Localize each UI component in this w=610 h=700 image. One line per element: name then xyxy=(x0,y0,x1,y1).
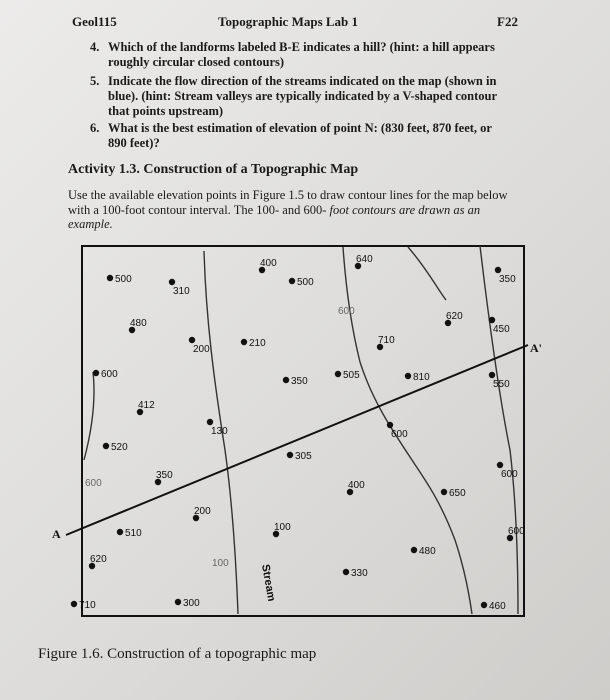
elevation-point-dot xyxy=(71,601,77,607)
elevation-point-label: 650 xyxy=(449,488,466,499)
elevation-point-dot xyxy=(117,529,123,535)
endpoint-a: A xyxy=(52,527,61,541)
elevation-point-dot xyxy=(343,569,349,575)
elevation-point-label: 510 xyxy=(125,528,142,539)
elevation-point-label: 710 xyxy=(378,335,395,346)
elevation-point-dot xyxy=(411,547,417,553)
figure-caption: Figure 1.6. Construction of a topographic map xyxy=(38,646,317,662)
elevation-point-dot xyxy=(289,278,295,284)
elevation-point-label: 600 xyxy=(391,429,408,440)
elevation-point-label: 600 xyxy=(101,369,118,380)
elevation-point-label: 210 xyxy=(249,338,266,349)
elevation-point-label: 640 xyxy=(356,254,373,265)
elevation-point-dot xyxy=(189,337,195,343)
lab-title: Topographic Maps Lab 1 xyxy=(218,14,359,29)
question-number: 4. xyxy=(90,40,100,54)
elevation-point-label: 350 xyxy=(156,470,173,481)
instructions-text: Use the available elevation points in Figure 1.5 to draw contour lines for the map below with a 100-foot contour interval. The 100- and 600- xyxy=(68,188,508,217)
elevation-point-dot xyxy=(103,443,109,449)
elevation-point-dot xyxy=(287,452,293,458)
elevation-point-label: 200 xyxy=(194,506,211,517)
elevation-point-dot xyxy=(481,602,487,608)
elevation-point-label: 400 xyxy=(348,480,365,491)
contour-600-top xyxy=(408,247,446,300)
contour-label: 100 xyxy=(212,558,229,569)
elevation-point-label: 300 xyxy=(183,598,200,609)
elevation-point-label: 350 xyxy=(499,274,516,285)
elevation-point-label: 600 xyxy=(501,469,518,480)
contour-label: 600 xyxy=(85,478,102,489)
elevation-point-dot xyxy=(207,419,213,425)
elevation-point-dot xyxy=(489,317,495,323)
question-text: Indicate the flow direction of the streams indicated on the map (shown in blue). (hint: Stream valleys are typically indicated by a V-shaped contour that points upstream) xyxy=(108,74,497,118)
elevation-point-label: 620 xyxy=(446,311,463,322)
elevation-point-dot xyxy=(489,372,495,378)
question-text: Which of the landforms labeled B-E indicates a hill? (hint: a hill appears roughly circular closed contours) xyxy=(108,40,495,69)
question-text: What is the best estimation of elevation of point N: (830 feet, 870 feet, or 890 feet)? xyxy=(108,121,492,150)
elevation-point-dot xyxy=(387,422,393,428)
elevation-point-label: 810 xyxy=(413,372,430,383)
elevation-point-label: 500 xyxy=(115,274,132,285)
elevation-point-label: 130 xyxy=(211,426,228,437)
map-frame xyxy=(82,246,524,616)
question-number: 5. xyxy=(90,74,100,88)
elevation-point-label: 600 xyxy=(508,526,525,537)
activity-heading: Activity 1.3. Construction of a Topographic Map xyxy=(68,162,359,177)
elevation-point-dot xyxy=(495,267,501,273)
elevation-point-label: 520 xyxy=(111,442,128,453)
elevation-point-dot xyxy=(93,370,99,376)
contour-600-left xyxy=(84,372,94,460)
elevation-point-label: 620 xyxy=(90,554,107,565)
stream-label: Stream xyxy=(259,563,278,603)
elevation-point-label: 305 xyxy=(295,451,312,462)
elevation-point-label: 710 xyxy=(79,600,96,611)
elevation-point-label: 500 xyxy=(297,277,314,288)
elevation-point-dot xyxy=(335,371,341,377)
elevation-point-dot xyxy=(283,377,289,383)
elevation-point-label: 505 xyxy=(343,370,360,381)
elevation-point-dot xyxy=(441,489,447,495)
profile-line xyxy=(66,345,528,535)
elevation-point-label: 350 xyxy=(291,376,308,387)
endpoint-a-prime: A' xyxy=(530,341,542,355)
elevation-point-dot xyxy=(175,599,181,605)
elevation-point-label: 450 xyxy=(493,324,510,335)
elevation-point-label: 412 xyxy=(138,400,155,411)
elevation-point-dot xyxy=(107,275,113,281)
elevation-point-dot xyxy=(241,339,247,345)
elevation-point-dot xyxy=(169,279,175,285)
contour-label: 600 xyxy=(338,306,355,317)
elevation-point-label: 460 xyxy=(489,601,506,612)
elevation-point-dot xyxy=(405,373,411,379)
instructions-italic: foot contours are drawn as an example. xyxy=(68,202,481,231)
elevation-point-label: 480 xyxy=(130,318,147,329)
course-code: Geol115 xyxy=(72,14,117,29)
elevation-point-label: 550 xyxy=(493,379,510,390)
contour-600-right xyxy=(480,246,518,614)
elevation-point-label: 400 xyxy=(260,258,277,269)
question-number: 6. xyxy=(90,121,100,135)
term: F22 xyxy=(497,14,518,29)
elevation-point-label: 100 xyxy=(274,522,291,533)
elevation-point-label: 310 xyxy=(173,286,190,297)
elevation-point-label: 330 xyxy=(351,568,368,579)
elevation-point-dot xyxy=(497,462,503,468)
elevation-point-label: 480 xyxy=(419,546,436,557)
elevation-point-label: 200 xyxy=(193,344,210,355)
